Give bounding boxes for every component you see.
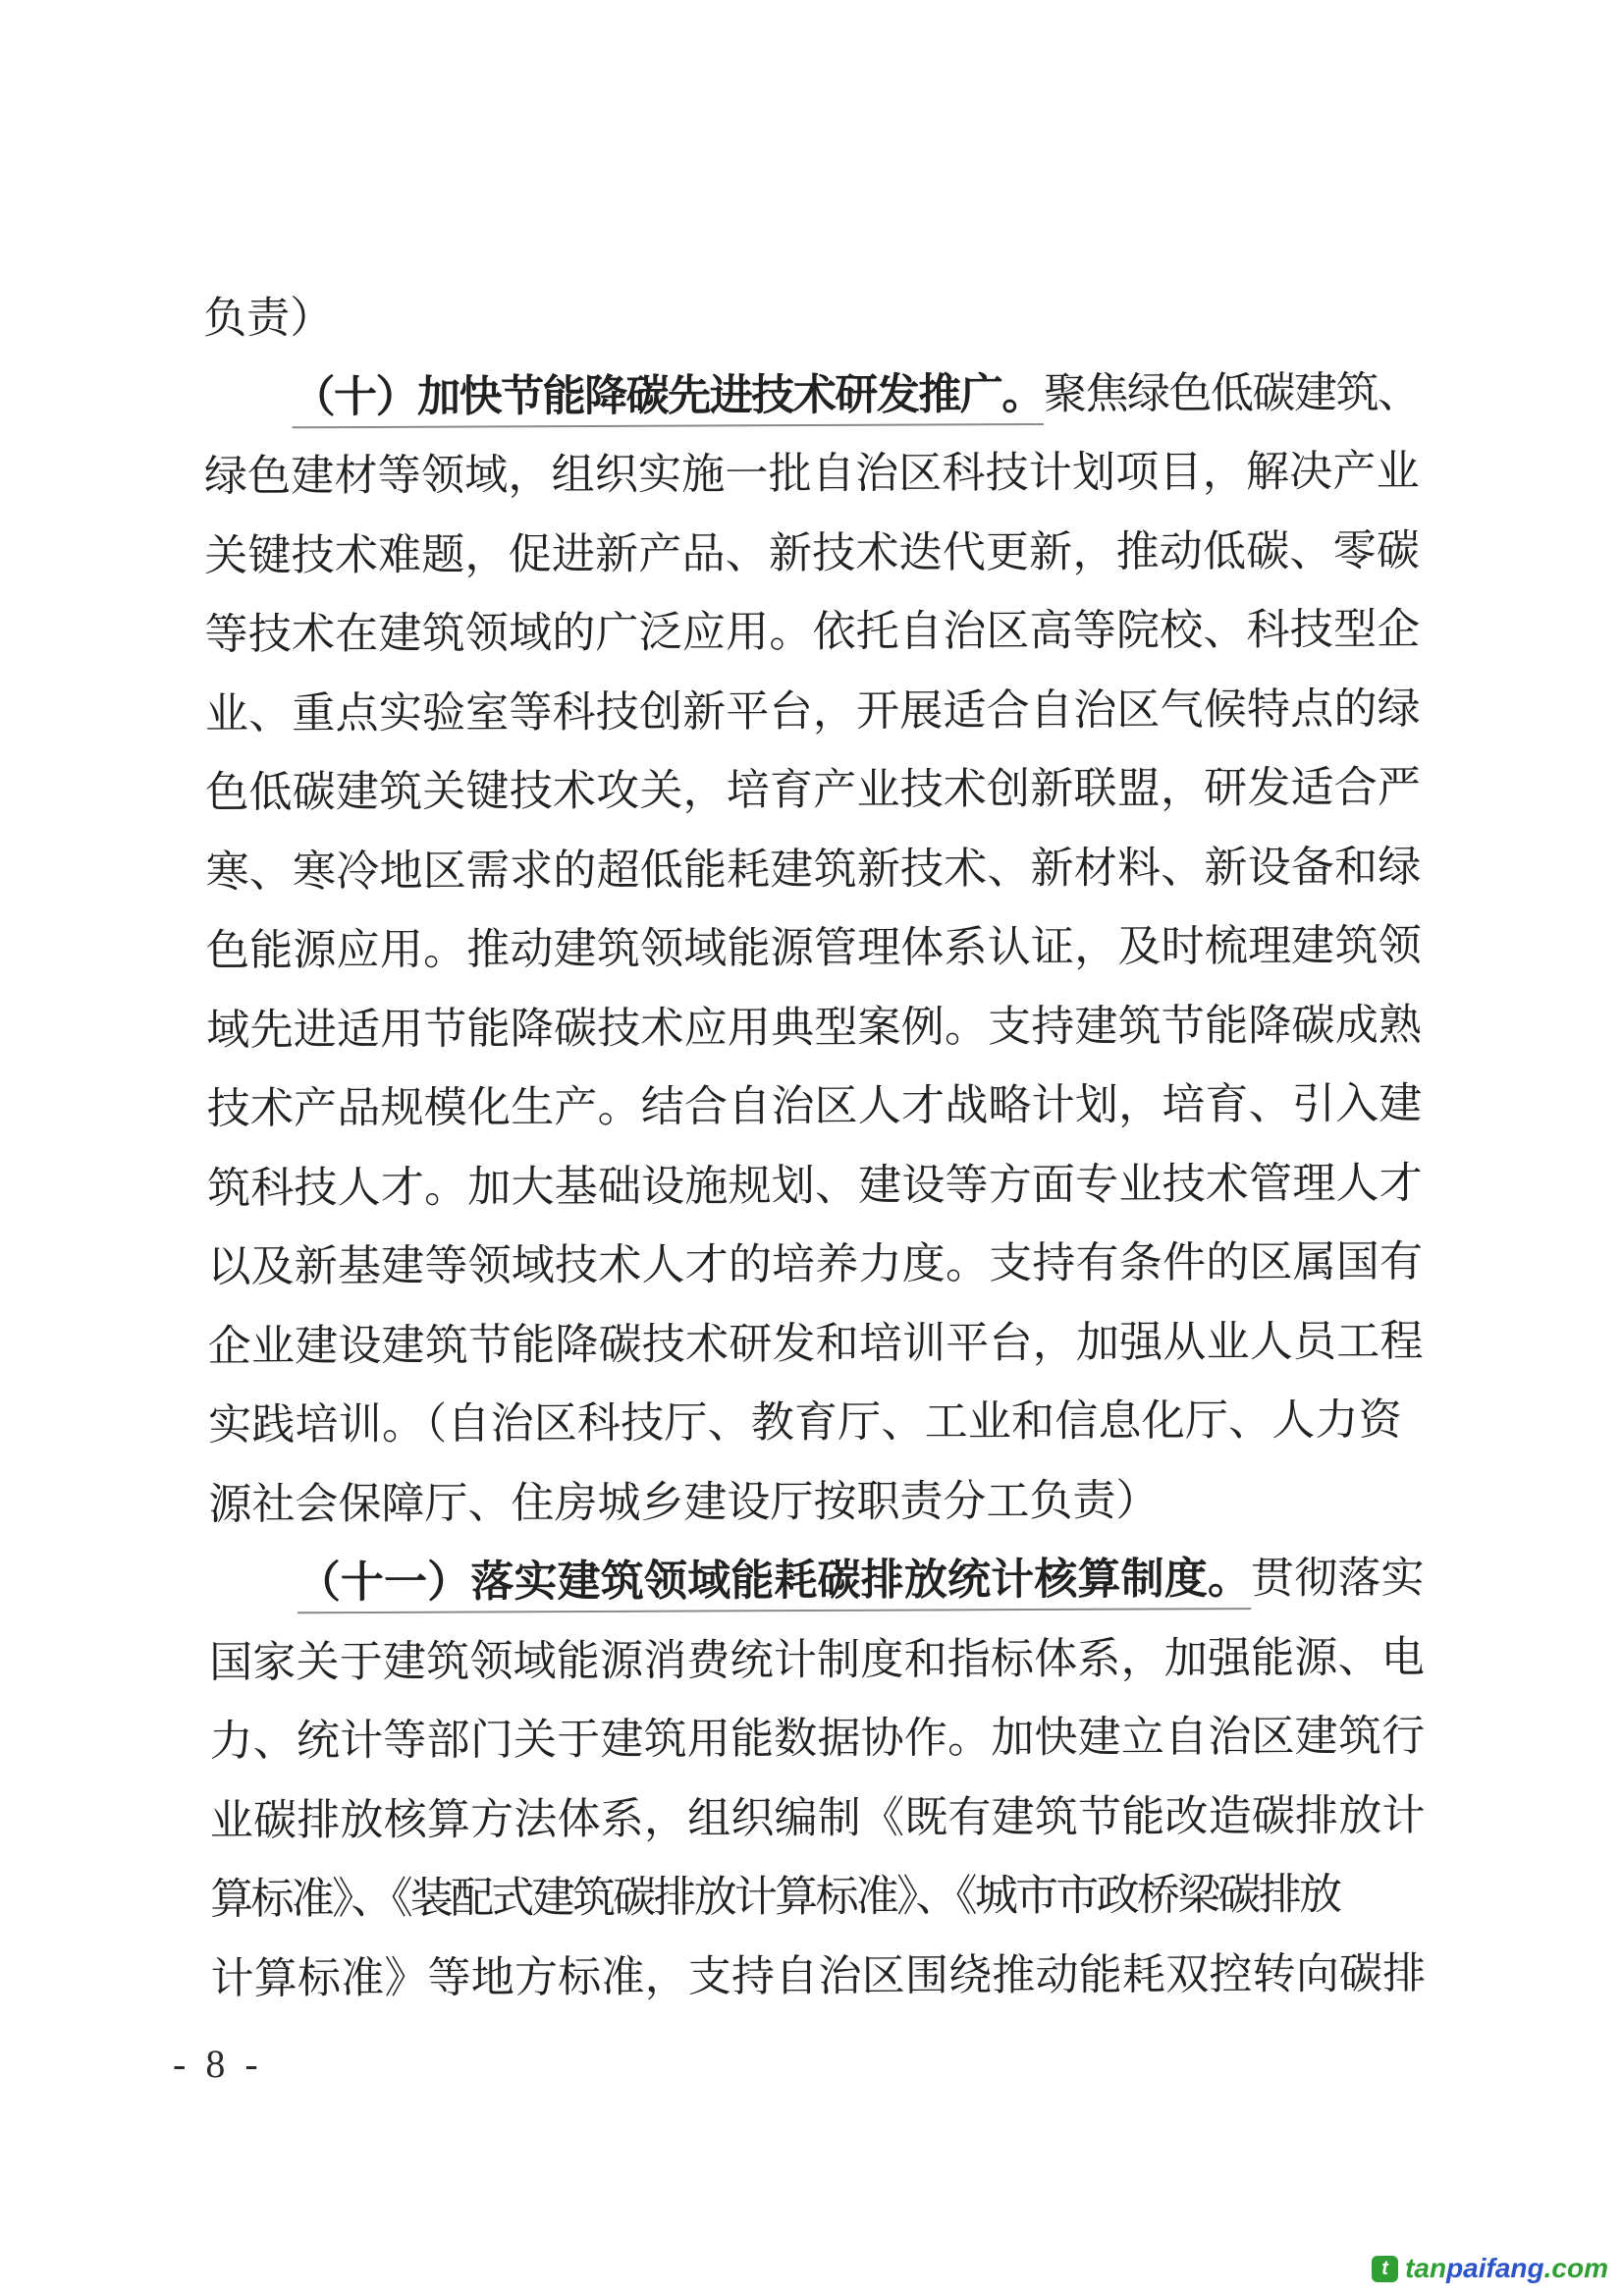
text-line xyxy=(209,1539,1425,1623)
body-text: 力、统计等部门关于建筑用能数据协作。加快建立自治区建筑行 xyxy=(209,1712,1426,1766)
tanpaifang-logo-icon: t xyxy=(1372,2256,1398,2282)
body-text: 色低碳建筑关键技术攻关，培育产业技术创新联盟，研发适合严 xyxy=(205,763,1422,817)
text-line xyxy=(206,906,1422,991)
body-text: 业、重点实验室等科技创新平台，开展适合自治区气候特点的绿 xyxy=(204,683,1421,738)
text-line xyxy=(206,986,1422,1070)
body-text: 贯彻落实 xyxy=(1250,1554,1425,1604)
body-text: 色能源应用。推动建筑领域能源管理体系认证，及时梳理建筑领 xyxy=(205,921,1422,975)
body-text: 算标准》、《装配式建筑碳排放计算标准》、《城市市政桥梁碳排放 xyxy=(210,1870,1340,1924)
text-line xyxy=(209,1618,1425,1703)
body-text: 企业建设建筑节能降碳技术研发和培训平台，加强从业人员工程 xyxy=(207,1316,1424,1371)
text-line xyxy=(208,1381,1424,1465)
text-line xyxy=(203,274,1419,358)
page-number: - 8 - xyxy=(173,2042,263,2086)
body-text: 绿色建材等领域，组织实施一批自治区科技计划项目，解决产业 xyxy=(203,447,1420,501)
section-heading: （十）加快节能降碳先进技术研发推广。 xyxy=(292,369,1044,421)
document-body xyxy=(203,274,1427,2018)
text-line xyxy=(208,1460,1424,1545)
watermark-text-part: paifang xyxy=(1446,2253,1544,2283)
text-line xyxy=(209,1697,1425,1781)
watermark-text-part: .com xyxy=(1543,2253,1608,2283)
body-text: 计算标准》等地方标准，支持自治区围绕推动能耗双控转向碳排 xyxy=(210,1948,1427,2003)
watermark-text-part: tan xyxy=(1405,2253,1447,2283)
text-line xyxy=(207,1223,1423,1307)
text-line xyxy=(204,512,1420,596)
body-text: 业碳排放核算方法体系，组织编制《既有建筑节能改造碳排放计 xyxy=(209,1790,1426,1845)
body-text: 负责） xyxy=(203,294,334,343)
body-text: 等技术在建筑领域的广泛应用。依托自治区高等院校、科技型企 xyxy=(204,605,1421,659)
text-line xyxy=(210,1935,1426,2019)
body-text: 实践培训。（自治区科技厅、教育厅、工业和信息化厅、人力资 xyxy=(207,1395,1403,1449)
text-line xyxy=(208,1302,1424,1387)
text-line xyxy=(205,748,1421,833)
body-text: 关键技术难题，促进新产品、新技术迭代更新，推动低碳、零碳 xyxy=(204,525,1421,580)
body-text: 国家关于建筑领域能源消费统计制度和指标体系，加强能源、电 xyxy=(209,1632,1426,1687)
watermark xyxy=(1372,2253,1608,2284)
text-line xyxy=(204,432,1420,517)
text-line xyxy=(203,354,1419,438)
text-line xyxy=(207,1065,1423,1149)
text-line xyxy=(205,828,1421,912)
text-line xyxy=(205,670,1421,754)
text-line xyxy=(210,1855,1426,1940)
text-line xyxy=(207,1144,1423,1229)
section-heading: （十一）落实建筑领域能耗碳排放统计核算制度。 xyxy=(297,1555,1252,1608)
body-text: 以及新基建等领域技术人才的培养力度。支持有条件的区属国有 xyxy=(207,1237,1424,1291)
body-text: 寒、寒冷地区需求的超低能耗建筑新技术、新材料、新设备和绿 xyxy=(205,842,1422,897)
body-text: 聚焦绿色低碳建筑、 xyxy=(1043,367,1420,418)
text-line xyxy=(204,590,1420,675)
body-text: 源社会保障厅、住房城乡建设厅按职责分工负责） xyxy=(208,1475,1160,1529)
body-text: 筑科技人才。加大基础设施规划、建设等方面专业技术管理人才 xyxy=(206,1158,1424,1213)
body-text: 技术产品规模化生产。结合自治区人才战略计划，培育、引入建 xyxy=(206,1079,1423,1133)
body-text: 域先进适用节能降碳技术应用典型案例。支持建筑节能降碳成熟 xyxy=(206,1000,1423,1055)
text-line xyxy=(210,1777,1426,1861)
